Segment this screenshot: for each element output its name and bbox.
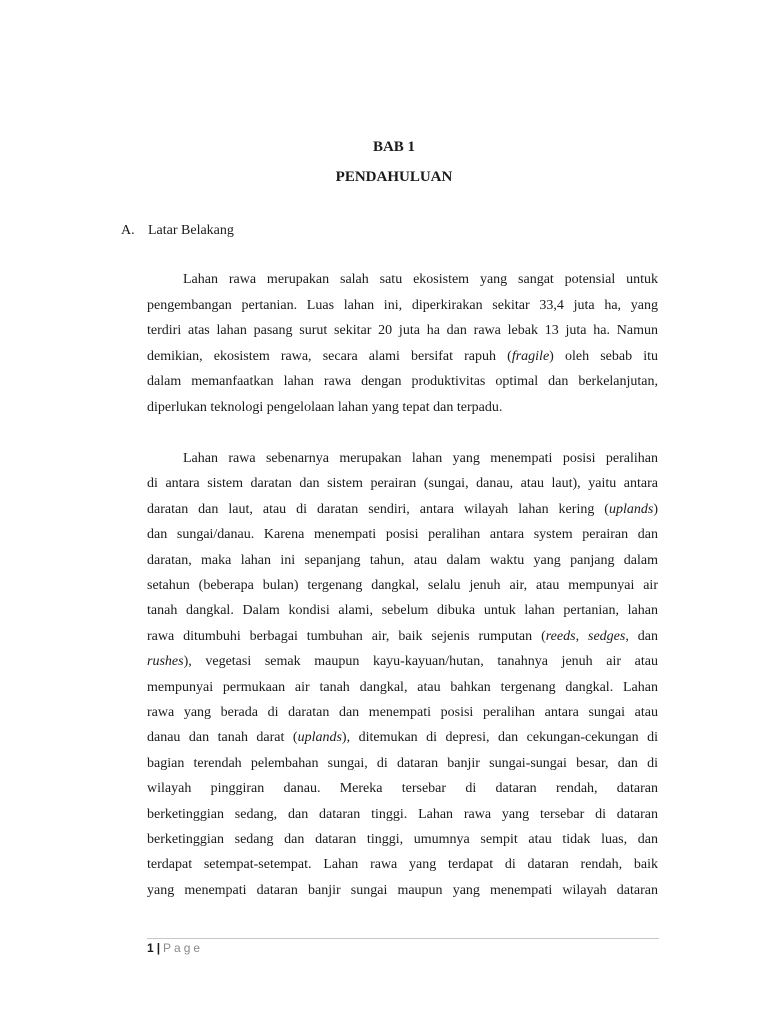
paragraph-line: terdiri atas lahan pasang surut sekitar 20 juta ha dan rawa lebak 13 juta ha. Namun xyxy=(147,323,658,339)
section-title: Latar Belakang xyxy=(148,223,234,238)
paragraph-line: daratan dan laut, atau di daratan sendiri, antara wilayah lahan kering (uplands) xyxy=(147,501,658,517)
paragraph-line: dalam memanfaatkan lahan rawa dengan produktivitas optimal dan berkelanjutan, xyxy=(147,374,658,390)
paragraph-line: yang menempati dataran banjir sungai maupun yang menempati wilayah dataran xyxy=(147,882,658,898)
footer-separator: | xyxy=(156,941,161,955)
paragraph-line: di antara sistem daratan dan sistem perairan (sungai, danau, atau laut), yaitu antara xyxy=(147,476,658,492)
page-label: Page xyxy=(163,941,204,955)
paragraph-line: dan sungai/danau. Karena menempati posisi peralihan antara system perairan dan xyxy=(147,527,658,543)
paragraph-line: Lahan rawa merupakan salah satu ekosistem yang sangat potensial untuk xyxy=(183,272,658,287)
paragraph-line: berketinggian sedang dan dataran tinggi, umumnya sempit atau tidak luas, dan xyxy=(147,832,658,847)
paragraph-line: wilayah pinggiran danau. Mereka tersebar di dataran rendah, dataran xyxy=(147,781,658,797)
chapter-title: PENDAHULUAN xyxy=(335,169,453,185)
paragraph-line: danau dan tanah darat (uplands), ditemukan di depresi, dan cekungan-cekungan di xyxy=(147,730,658,746)
paragraph-line: Lahan rawa sebenarnya merupakan lahan yang menempati posisi peralihan xyxy=(183,451,658,466)
paragraph-line: terdapat setempat-setempat. Lahan rawa yang terdapat di dataran rendah, baik xyxy=(147,857,658,873)
paragraph-line: diperlukan teknologi pengelolaan lahan yang tepat dan terpadu. xyxy=(147,400,503,415)
chapter-number: BAB 1 xyxy=(372,139,416,155)
paragraph-line: daratan, maka lahan ini sepanjang tahun, atau dalam waktu yang panjang dalam xyxy=(147,552,658,568)
paragraph-line: tanah dangkal. Dalam kondisi alami, sebelum dibuka untuk lahan pertanian, lahan xyxy=(147,603,658,619)
page-footer xyxy=(147,941,203,955)
paragraph-line: berketinggian sedang, dan dataran tinggi. Lahan rawa yang tersebar di dataran xyxy=(147,806,658,822)
paragraph-line: rawa yang berada di daratan dan menempati posisi peralihan antara sungai atau xyxy=(147,705,658,720)
paragraph-line: bagian terendah pelembahan sungai, di dataran banjir sungai-sungai besar, dan di xyxy=(147,755,658,771)
paragraph-line: rawa ditumbuhi berbagai tumbuhan air, baik sejenis rumputan (reeds, sedges, dan xyxy=(147,628,659,644)
paragraph-line: setahun (beberapa bulan) tergenang dangkal, selalu jenuh air, atau mempunyai air xyxy=(147,578,658,593)
section-heading xyxy=(121,223,234,239)
paragraph-line: demikian, ekosistem rawa, secara alami bersifat rapuh (fragile) oleh sebab itu xyxy=(147,348,659,364)
paragraph-line: pengembangan pertanian. Luas lahan ini, diperkirakan sekitar 33,4 juta ha, yang xyxy=(147,297,658,313)
section-marker: A. xyxy=(121,223,135,238)
page-number: 1 xyxy=(147,941,154,955)
paragraph-line: rushes), vegetasi semak maupun kayu-kayuan/hutan, tanahnya jenuh air atau xyxy=(147,654,658,670)
paragraph-line: mempunyai permukaan air tanah dangkal, atau bahkan tergenang dangkal. Lahan xyxy=(147,679,658,695)
footer-divider xyxy=(147,938,659,939)
